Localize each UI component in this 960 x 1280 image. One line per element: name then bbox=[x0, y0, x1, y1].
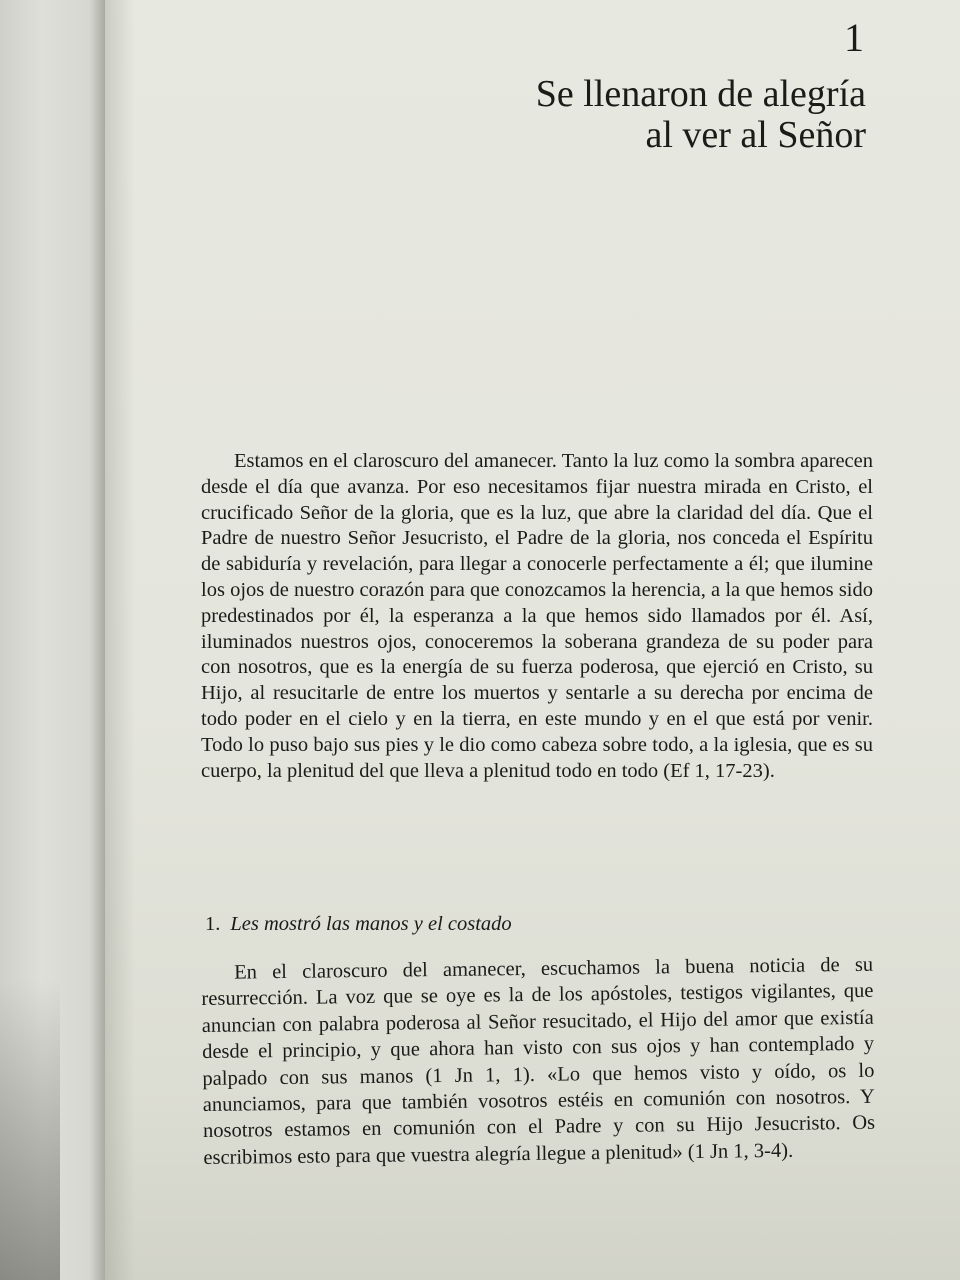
section-number: 1. bbox=[205, 913, 221, 935]
chapter-title-line-1: Se llenaron de alegría bbox=[535, 73, 866, 115]
chapter-title bbox=[306, 74, 866, 156]
intro-paragraph: Estamos en el claroscuro del amanecer. Tanto la luz como la sombra aparecen desde el día que avanza. Por eso necesitamos fijar nuestra mirada en Cristo, el crucificado Señor de la gloria, que es la luz, que abre la claridad del día. Que el Padre de nuestro Señor Jesucristo, el Padre de la gloria, nos conceda el Espíritu de sabiduría y revelación, para llegar a conocerle perfectamente a él; que ilumine los ojos de nuestro corazón para que conozcamos la herencia, a la que hemos sido predestinados por él, la esperanza a la que hemos sido llamados por él. Así, iluminados nuestros ojos, conoceremos la soberana grandeza de su poder para con nosotros, que es la energía de su fuerza poderosa, que ejerció en Cristo, su Hijo, al resucitarle de entre los muertos y sentarle a su derecha por encima de todo poder en el cielo y en la tierra, en este mundo y en el que está por venir. Todo lo puso bajo sus pies y le dio como cabeza sobre todo, a la iglesia, que es su cuerpo, la plenitud del que lleva a plenitud todo en todo (Ef 1, 17-23). bbox=[201, 450, 873, 782]
section-title: Les mostró las manos y el costado bbox=[230, 913, 512, 935]
page-shadow bbox=[0, 980, 60, 1280]
section-heading bbox=[205, 911, 512, 937]
book-page bbox=[105, 0, 960, 1280]
page-gutter-shade bbox=[105, 0, 135, 1280]
chapter-number: 1 bbox=[844, 15, 864, 60]
section-paragraph: En el claroscuro del amanecer, escuchamos la buena noticia de su resurrección. La voz que se oye es la de los apóstoles, testigos vigilantes, que anuncian con palabra poderosa al Señor resucitado, el Hijo del amor que existía desde el principio, y que ahora han visto con sus ojos y han contemplado y palpado con sus manos (1 Jn 1, 1). «Lo que hemos visto y oído, os lo anunciamos, para que también vosotros estéis en comunión con nosotros. Y nosotros estamos en comunión con el Padre y con su Hijo Jesucristo. Os escribimos esto para que vuestra alegría llegue a plenitud» (1 Jn 1, 3-4). bbox=[201, 953, 876, 1169]
chapter-title-line-2: al ver al Señor bbox=[645, 114, 866, 156]
